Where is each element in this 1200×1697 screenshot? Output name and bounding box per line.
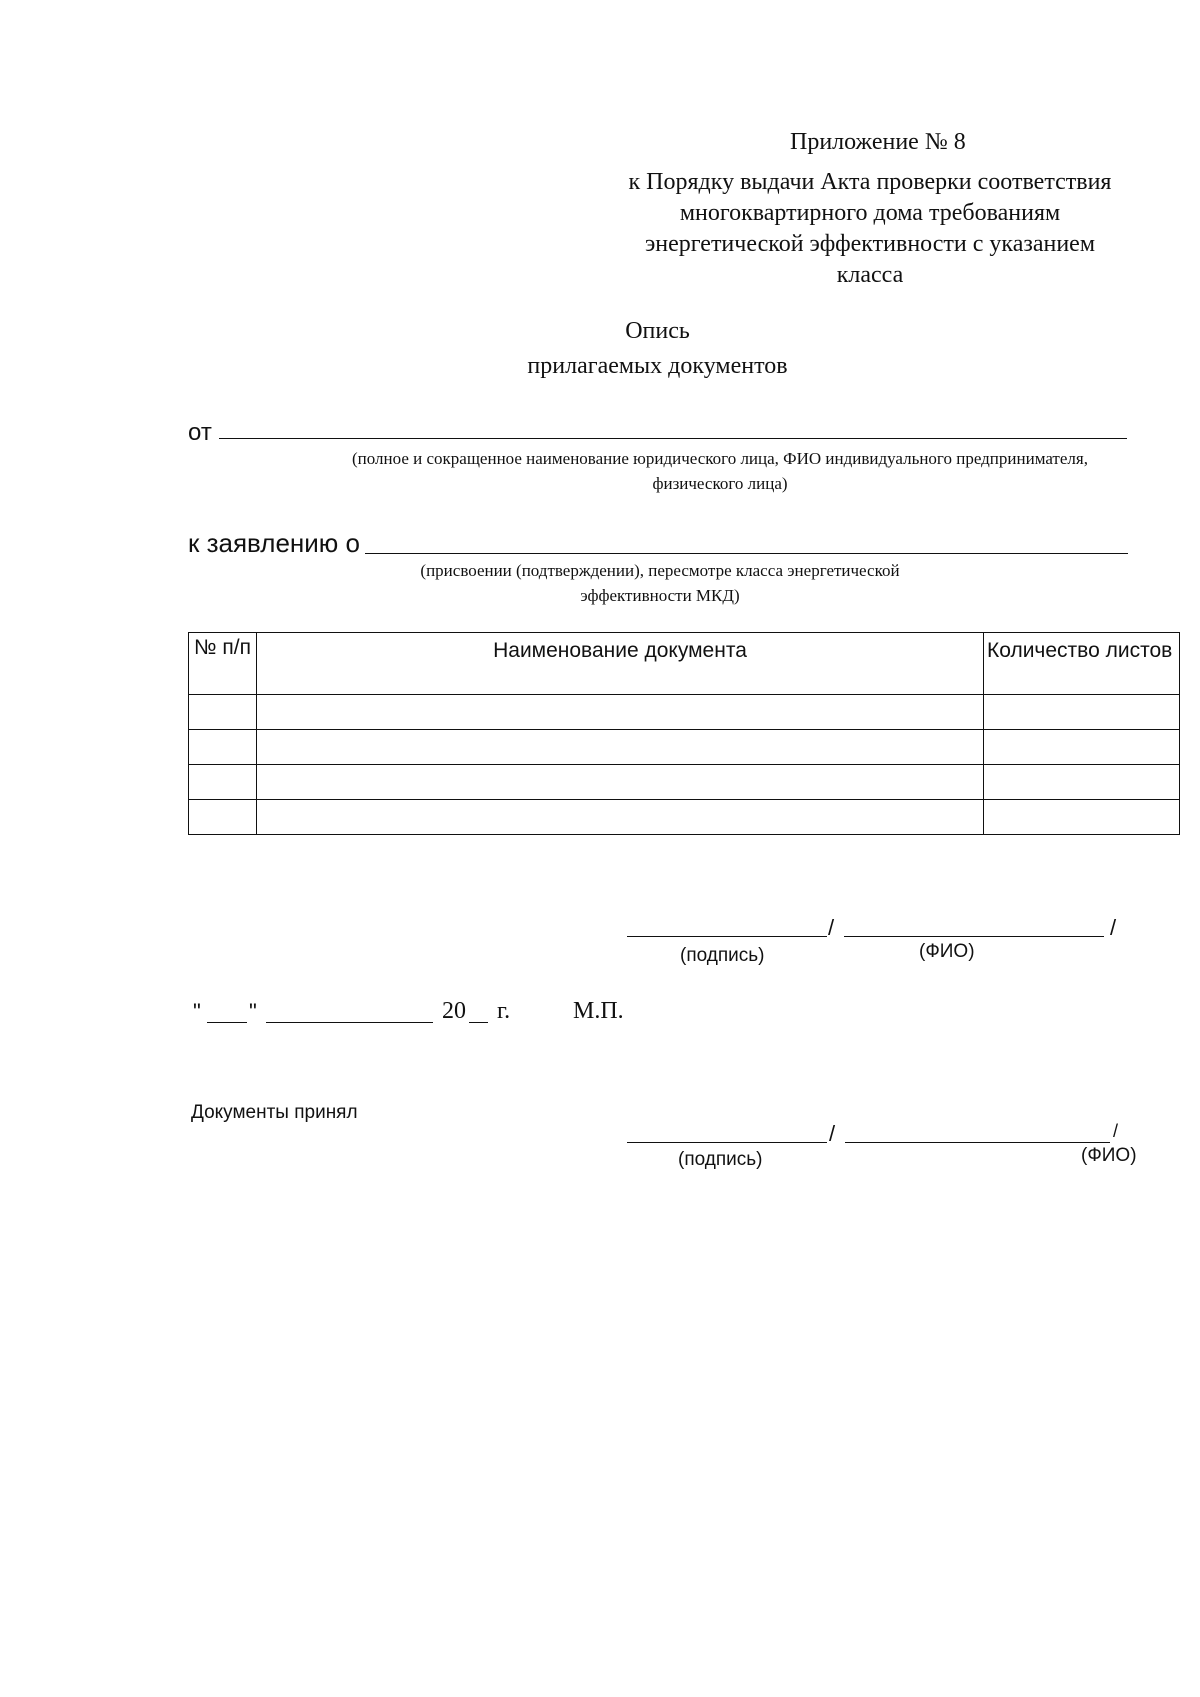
cell-document-name[interactable] (257, 730, 984, 765)
header-sheet-count: Количество листов (984, 633, 1180, 695)
accepted-separator: / (829, 1121, 836, 1146)
from-input-line[interactable] (219, 438, 1127, 439)
accepted-signature-caption: (подпись) (678, 1149, 763, 1170)
table-row (189, 695, 1180, 730)
cell-sheet-count[interactable] (984, 695, 1180, 730)
name-line[interactable] (844, 936, 1104, 937)
request-hint: (присвоении (подтверждении), пересмотре класса энергетической эффективности МКД) (420, 561, 900, 605)
accepted-label: Документы принял (191, 1102, 358, 1123)
accepted-name-line[interactable] (845, 1142, 1110, 1143)
date-close-quote: " (249, 999, 257, 1024)
cell-sheet-count[interactable] (984, 765, 1180, 800)
name-caption: (ФИО) (919, 941, 975, 962)
signature-caption: (подпись) (680, 945, 765, 966)
table-row (189, 730, 1180, 765)
accepted-end-separator: / (1113, 1121, 1119, 1141)
request-label: к заявлению о (188, 528, 360, 558)
signature-line[interactable] (627, 936, 827, 937)
table-row (189, 800, 1180, 835)
appendix-subtitle: к Порядку выдачи Акта проверки соответствия многоквартирного дома требованиям энергетической эффективности с указанием класса (628, 169, 1112, 288)
documents-table (188, 632, 1180, 835)
request-input-line[interactable] (365, 553, 1128, 554)
appendix-number: Приложение № 8 (790, 129, 966, 155)
date-month-line[interactable] (266, 1022, 433, 1023)
cell-number[interactable] (189, 695, 257, 730)
stamp-place-label: М.П. (573, 998, 624, 1024)
name-end-separator: / (1110, 915, 1117, 940)
document-title (400, 314, 915, 384)
header-number: № п/п (189, 633, 257, 695)
cell-number[interactable] (189, 730, 257, 765)
table-row (189, 765, 1180, 800)
cell-sheet-count[interactable] (984, 730, 1180, 765)
cell-sheet-count[interactable] (984, 800, 1180, 835)
title-line-2: прилагаемых документов (527, 353, 788, 379)
accepted-name-caption: (ФИО) (1081, 1145, 1137, 1166)
date-day-line[interactable] (207, 1022, 247, 1023)
cell-document-name[interactable] (257, 695, 984, 730)
table-header-row (189, 633, 1180, 695)
date-year-line[interactable] (469, 1022, 488, 1023)
accepted-signature-line[interactable] (627, 1142, 827, 1143)
cell-number[interactable] (189, 765, 257, 800)
from-hint: (полное и сокращенное наименование юридического лица, ФИО индивидуального предпринимателя, физического лица) (352, 449, 1088, 493)
cell-number[interactable] (189, 800, 257, 835)
header-document-name: Наименование документа (257, 633, 984, 695)
from-label: от (188, 419, 212, 446)
title-line-1: Опись (625, 318, 690, 344)
date-year-prefix: 20 (442, 998, 466, 1024)
signature-separator: / (828, 915, 835, 940)
date-open-quote: " (193, 999, 201, 1024)
cell-document-name[interactable] (257, 765, 984, 800)
date-year-suffix: г. (497, 998, 511, 1024)
cell-document-name[interactable] (257, 800, 984, 835)
